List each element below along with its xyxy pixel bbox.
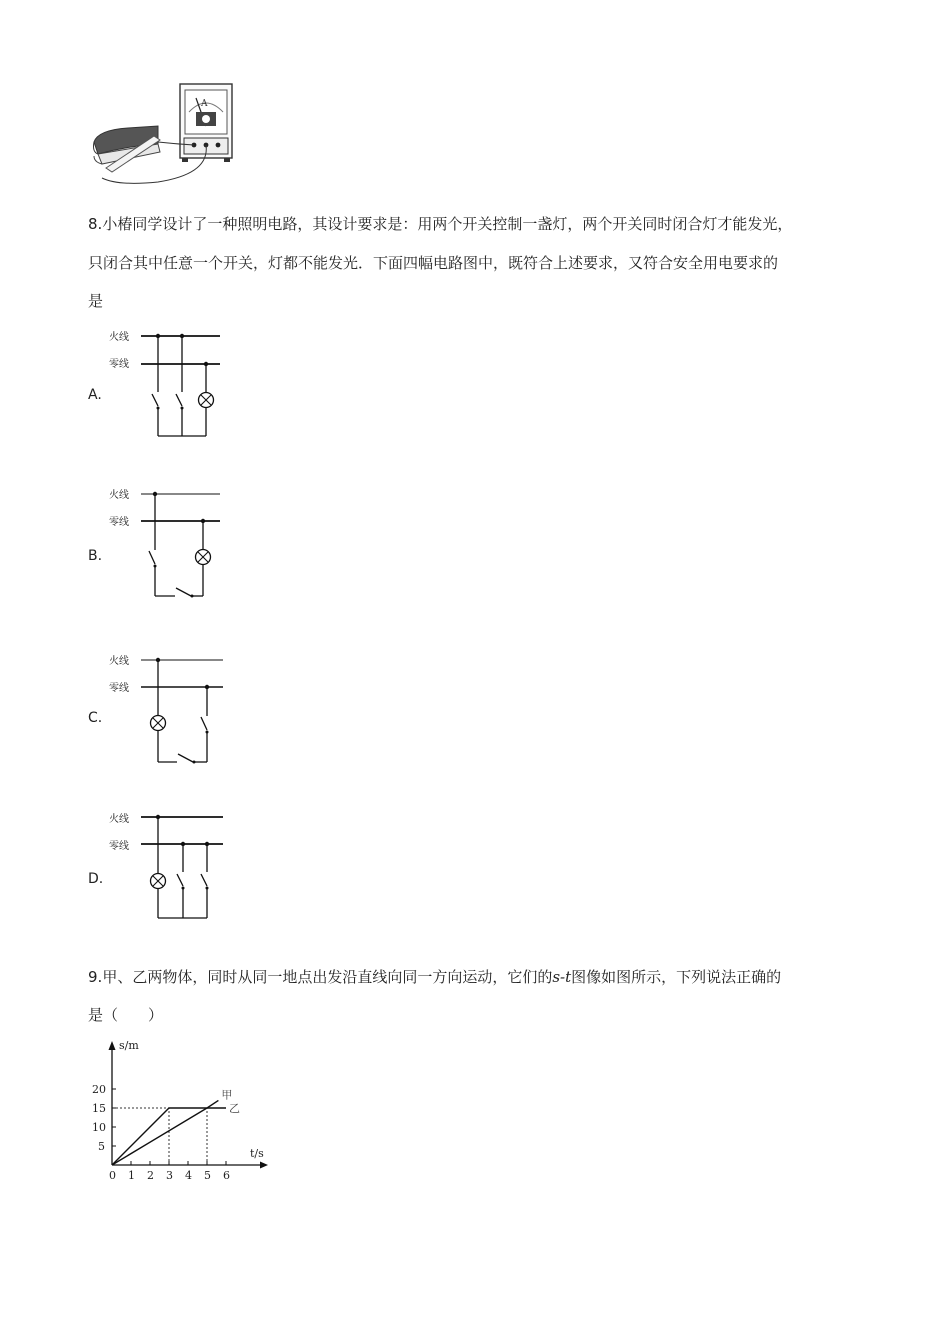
lamp-icon bbox=[151, 716, 166, 731]
q9-text-1-pre: 甲、乙两物体，同时从同一地点出发沿直线向同一方向运动，它们的 bbox=[102, 968, 553, 986]
neutral-wire-label: 零线 bbox=[109, 683, 129, 694]
q9-line-2 bbox=[88, 1005, 163, 1025]
option-d-label[interactable]: D. bbox=[88, 871, 104, 887]
series-label-1: 乙 bbox=[229, 1102, 240, 1115]
circuit-a bbox=[105, 322, 235, 442]
q8-text-1: 小椿同学设计了一种照明电路，其设计要求是：用两个开关控制一盏灯，两个开关同时闭合灯才能发光， bbox=[102, 215, 793, 233]
circuit-b bbox=[105, 480, 235, 604]
y-tick-label-5: 5 bbox=[98, 1140, 105, 1153]
y-axis-label: s/m bbox=[119, 1039, 139, 1052]
option-a-label[interactable]: A. bbox=[88, 387, 102, 403]
y-tick-label-10: 10 bbox=[92, 1121, 106, 1134]
circuit-d bbox=[105, 804, 235, 926]
live-wire-label: 火线 bbox=[109, 332, 129, 343]
x-tick-label-2: 2 bbox=[147, 1169, 154, 1182]
svg-text:A: A bbox=[201, 99, 208, 109]
neutral-wire-label: 零线 bbox=[109, 517, 129, 528]
y-tick-label-15: 15 bbox=[92, 1102, 106, 1115]
q8-line-2 bbox=[88, 253, 778, 273]
y-tick-label-20: 20 bbox=[92, 1083, 106, 1096]
circuit-c bbox=[105, 646, 235, 770]
q9-number: 9. bbox=[88, 968, 103, 986]
q8-number: 8. bbox=[88, 215, 103, 233]
q9-variable: s-t bbox=[552, 968, 572, 986]
neutral-wire-label: 零线 bbox=[109, 841, 129, 852]
x-tick-label-6: 6 bbox=[223, 1169, 230, 1182]
x-tick-label-0: 0 bbox=[109, 1169, 116, 1182]
x-tick-label-5: 5 bbox=[204, 1169, 211, 1182]
series-line-0 bbox=[112, 1100, 218, 1165]
galvanometer-figure bbox=[88, 82, 248, 192]
q9-line-1 bbox=[88, 967, 781, 987]
st-chart bbox=[86, 1035, 276, 1185]
q8-line-3 bbox=[88, 291, 103, 311]
live-wire-label: 火线 bbox=[109, 490, 129, 501]
q8-text-2: 只闭合其中任意一个开关，灯都不能发光．下面四幅电路图中，既符合上述要求，又符合安全用电要求的 bbox=[88, 254, 779, 272]
x-tick-label-4: 4 bbox=[185, 1169, 192, 1182]
lamp-icon bbox=[196, 550, 211, 565]
q8-line-1 bbox=[88, 214, 792, 234]
option-b-label[interactable]: B. bbox=[88, 548, 103, 564]
x-axis-arrow bbox=[260, 1162, 268, 1169]
x-tick-label-3: 3 bbox=[166, 1169, 173, 1182]
q9-text-1-post: 图像如图所示，下列说法正确的 bbox=[571, 968, 782, 986]
neutral-wire-label: 零线 bbox=[109, 359, 129, 370]
x-tick-label-1: 1 bbox=[128, 1169, 135, 1182]
x-axis-label: t/s bbox=[250, 1147, 264, 1160]
live-wire-label: 火线 bbox=[109, 814, 129, 825]
y-axis-arrow bbox=[109, 1041, 116, 1050]
lamp-icon bbox=[199, 393, 214, 408]
series-label-0: 甲 bbox=[221, 1088, 233, 1102]
option-c-label[interactable]: C. bbox=[88, 710, 103, 726]
q9-text-2: 是（ ） bbox=[88, 1006, 164, 1024]
q8-text-3: 是 bbox=[88, 292, 104, 310]
live-wire-label: 火线 bbox=[109, 656, 129, 667]
lamp-icon bbox=[151, 874, 166, 889]
